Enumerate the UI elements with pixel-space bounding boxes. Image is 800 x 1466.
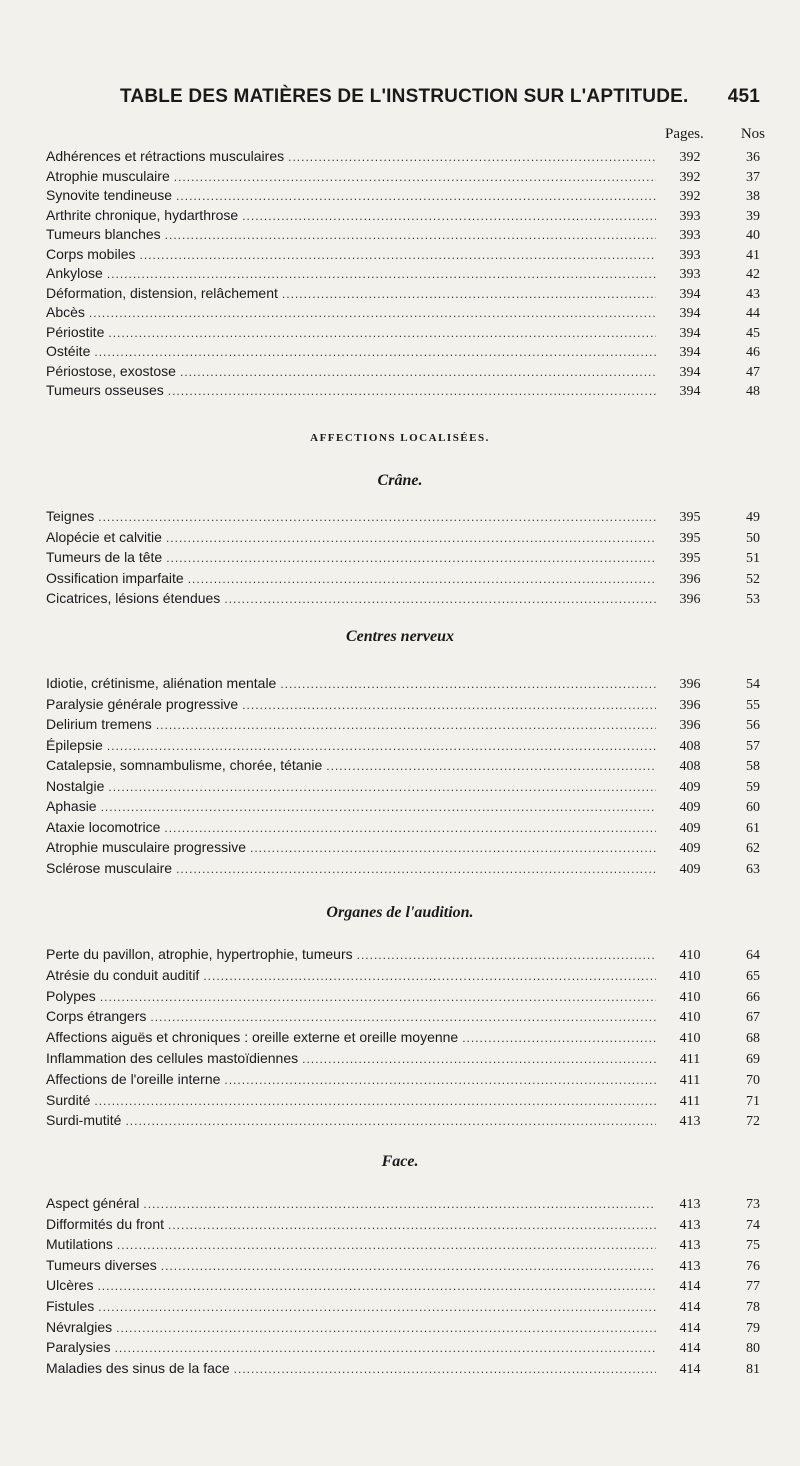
- entry-number: 50: [746, 530, 760, 546]
- dot-leader: [156, 718, 656, 732]
- toc-entry: [46, 363, 766, 383]
- toc-entry: [46, 757, 766, 778]
- toc-entry: [46, 508, 766, 529]
- dot-leader: [462, 1031, 656, 1045]
- entry-number: 39: [746, 208, 760, 224]
- entry-number: 78: [746, 1299, 760, 1315]
- entry-title: Affections aiguës et chroniques : oreille externe et oreille moyenne: [46, 1029, 459, 1046]
- dot-leader: [176, 862, 656, 876]
- entry-title: Ataxie locomotrice: [46, 818, 161, 835]
- entry-page: 393: [679, 208, 701, 224]
- dot-leader: [165, 228, 656, 242]
- entry-page: 413: [679, 1114, 701, 1130]
- toc-entry: [46, 304, 766, 324]
- entry-page: 410: [679, 1010, 701, 1026]
- entry-title: Sclérose musculaire: [46, 859, 173, 876]
- entry-title: Ankylose: [46, 265, 103, 281]
- toc-group-general: [46, 148, 766, 402]
- toc-entry: [46, 1195, 766, 1216]
- section-title-face: Face.: [381, 1153, 419, 1170]
- entry-number: 44: [746, 306, 760, 321]
- toc-entry: [46, 1298, 766, 1319]
- entry-page: 396: [679, 697, 701, 713]
- entry-page: 393: [679, 267, 701, 282]
- toc-entry: [46, 148, 766, 168]
- entry-number: 36: [746, 150, 760, 165]
- toc-entry: [46, 549, 766, 570]
- toc-entry: [46, 265, 766, 285]
- dot-leader: [282, 287, 656, 301]
- entry-number: 53: [746, 592, 760, 607]
- dot-leader: [166, 551, 656, 565]
- entry-page: 413: [679, 1258, 701, 1274]
- toc-group-crane: [46, 508, 766, 611]
- entry-number: 57: [746, 738, 760, 754]
- entry-number: 58: [746, 759, 760, 774]
- entry-page: 394: [679, 286, 701, 302]
- entry-number: 43: [746, 286, 760, 302]
- section-title-audition: Organes de l'audition.: [326, 904, 474, 921]
- dot-leader: [224, 1073, 656, 1087]
- dot-leader: [150, 1010, 656, 1024]
- entry-title: Idiotie, crétinisme, aliénation mentale: [46, 675, 277, 691]
- entry-title: Inflammation des cellules mastoïdiennes: [46, 1049, 299, 1066]
- entry-page: 408: [679, 738, 701, 754]
- toc-entry: [46, 1029, 766, 1050]
- toc-entry: [46, 1050, 766, 1071]
- entry-title: Adhérences et rétractions musculaires: [46, 148, 285, 164]
- entry-number: 51: [746, 551, 760, 566]
- entry-number: 55: [746, 697, 760, 713]
- entry-number: 67: [746, 1010, 760, 1026]
- entry-number: 59: [746, 779, 760, 795]
- toc-entry: [46, 798, 766, 819]
- entry-number: 48: [746, 384, 760, 399]
- dot-leader: [97, 1279, 656, 1293]
- entry-page: 409: [679, 800, 701, 815]
- entry-page: 394: [679, 364, 701, 380]
- toc-entry: [46, 1360, 766, 1381]
- toc-entry: [46, 343, 766, 363]
- section-title-centres-nerveux: Centres nerveux: [346, 628, 454, 645]
- entry-number: 75: [746, 1238, 760, 1254]
- dot-leader: [143, 1197, 656, 1211]
- dot-leader: [116, 1321, 656, 1335]
- entry-number: 80: [746, 1341, 760, 1357]
- entry-number: 60: [746, 800, 760, 815]
- entry-title: Paralysie générale progressive: [46, 695, 239, 712]
- entry-title: Névralgies: [46, 1318, 113, 1335]
- entry-number: 76: [746, 1258, 760, 1274]
- pages-column-header: Pages.: [665, 126, 704, 142]
- entry-page: 413: [679, 1238, 701, 1254]
- entry-title: Aspect général: [46, 1195, 140, 1211]
- entry-title: Alopécie et calvitie: [46, 528, 162, 545]
- entry-title: Fistules: [46, 1297, 95, 1314]
- toc-entry: [46, 246, 766, 266]
- entry-page: 396: [679, 571, 701, 587]
- entry-number: 69: [746, 1051, 760, 1067]
- dot-leader: [168, 1218, 656, 1232]
- entry-title: Aphasie: [46, 798, 97, 814]
- toc-entry: [46, 207, 766, 227]
- entry-page: 410: [679, 989, 701, 1005]
- dot-leader: [115, 1341, 656, 1355]
- entry-page: 414: [679, 1279, 701, 1295]
- dot-leader: [357, 948, 656, 962]
- dot-leader: [125, 1114, 656, 1128]
- dot-leader: [242, 209, 656, 223]
- entry-page: 395: [679, 551, 701, 566]
- entry-page: 395: [679, 530, 701, 546]
- entry-page: 393: [679, 228, 701, 243]
- toc-entry: [46, 1277, 766, 1298]
- entry-page: 396: [679, 592, 701, 607]
- page-number: 451: [727, 86, 760, 107]
- dot-leader: [161, 1259, 656, 1273]
- dot-leader: [98, 510, 656, 524]
- toc-entry: [46, 988, 766, 1009]
- toc-entry: [46, 716, 766, 737]
- toc-entry: [46, 1112, 766, 1133]
- entry-title: Difformités du front: [46, 1215, 165, 1232]
- entry-title: Périostite: [46, 323, 105, 340]
- entry-number: 54: [746, 677, 760, 692]
- entry-page: 394: [679, 384, 701, 399]
- entry-title: Maladies des sinus de la face: [46, 1359, 230, 1376]
- entry-number: 46: [746, 345, 760, 360]
- toc-entry: [46, 1236, 766, 1257]
- toc-group-centres-nerveux: [46, 675, 766, 880]
- dot-leader: [101, 800, 656, 814]
- entry-title: Déformation, distension, relâchement: [46, 284, 278, 301]
- entry-title: Teignes: [46, 508, 95, 524]
- entry-page: 411: [679, 1072, 701, 1088]
- dot-leader: [107, 739, 656, 753]
- toc-entry: [46, 778, 766, 799]
- dot-leader: [174, 170, 656, 184]
- entry-page: 409: [679, 861, 701, 877]
- dot-leader: [288, 150, 656, 164]
- entry-number: 64: [746, 948, 760, 963]
- entry-number: 66: [746, 989, 760, 1005]
- dot-leader: [94, 1094, 656, 1108]
- toc-entry: [46, 382, 766, 402]
- entry-number: 70: [746, 1072, 760, 1088]
- entry-page: 395: [679, 510, 701, 525]
- entry-number: 81: [746, 1361, 760, 1377]
- dot-leader: [302, 1052, 656, 1066]
- dot-leader: [168, 384, 656, 398]
- entry-page: 393: [679, 247, 701, 263]
- entry-number: 45: [746, 325, 760, 341]
- entry-page: 414: [679, 1299, 701, 1315]
- entry-title: Abcès: [46, 304, 85, 320]
- entry-number: 63: [746, 861, 760, 877]
- entry-title: Corps étrangers: [46, 1008, 147, 1025]
- entry-page: 394: [679, 345, 701, 360]
- toc-group-audition: [46, 946, 766, 1133]
- dot-leader: [203, 969, 656, 983]
- entry-title: Synovite tendineuse: [46, 187, 173, 203]
- toc-group-face: [46, 1195, 766, 1380]
- entry-title: Paralysies: [46, 1339, 111, 1356]
- toc-entry: [46, 737, 766, 758]
- toc-entry: [46, 1071, 766, 1092]
- entry-page: 410: [679, 948, 701, 963]
- entry-title: Atrésie du conduit auditif: [46, 966, 200, 983]
- dot-leader: [188, 572, 656, 586]
- entry-title: Périostose, exostose: [46, 362, 176, 379]
- entry-page: 413: [679, 1217, 701, 1233]
- entry-page: 409: [679, 841, 701, 856]
- dot-leader: [89, 306, 656, 320]
- section-title-crane: Crâne.: [377, 472, 423, 489]
- dot-leader: [176, 189, 656, 203]
- dot-leader: [117, 1238, 656, 1252]
- entry-title: Affections de l'oreille interne: [46, 1070, 221, 1087]
- entry-title: Ossification imparfaite: [46, 569, 184, 586]
- entry-page: 413: [679, 1197, 701, 1212]
- toc-entry: [46, 324, 766, 344]
- numbers-column-header: Nos: [740, 126, 765, 142]
- toc-entry: [46, 1008, 766, 1029]
- dot-leader: [108, 780, 656, 794]
- dot-leader: [107, 267, 656, 281]
- dot-leader: [98, 1300, 656, 1314]
- entry-page: 392: [679, 169, 701, 185]
- toc-entry: [46, 819, 766, 840]
- dot-leader: [326, 759, 656, 773]
- entry-page: 394: [679, 306, 701, 321]
- entry-page: 392: [679, 189, 701, 204]
- entry-title: Ostéite: [46, 343, 91, 359]
- entry-number: 77: [746, 1279, 760, 1295]
- entry-title: Mutilations: [46, 1236, 113, 1253]
- toc-entry: [46, 860, 766, 881]
- header-title: TABLE DES MATIÈRES DE L'INSTRUCTION SUR L'APTITUDE.: [120, 86, 689, 107]
- dot-leader: [280, 677, 656, 691]
- entry-title: Tumeurs de la tête: [46, 549, 163, 565]
- dot-leader: [242, 698, 656, 712]
- entry-number: 47: [746, 364, 760, 380]
- entry-title: Delirium tremens: [46, 716, 152, 732]
- entry-number: 79: [746, 1320, 760, 1336]
- entry-number: 42: [746, 267, 760, 282]
- dot-leader: [250, 841, 656, 855]
- entry-page: 409: [679, 820, 701, 836]
- entry-title: Surdi-mutité: [46, 1112, 122, 1129]
- toc-entry: [46, 1339, 766, 1360]
- toc-entry: [46, 946, 766, 967]
- entry-title: Polypes: [46, 987, 96, 1004]
- entry-title: Atrophie musculaire: [46, 167, 170, 184]
- entry-number: 72: [746, 1114, 760, 1130]
- entry-title: Tumeurs osseuses: [46, 382, 164, 398]
- dot-leader: [164, 821, 656, 835]
- toc-entry: [46, 168, 766, 188]
- entry-page: 411: [679, 1051, 701, 1067]
- toc-entry: [46, 1257, 766, 1278]
- entry-number: 37: [746, 169, 760, 185]
- entry-title: Surdité: [46, 1091, 91, 1108]
- entry-page: 411: [679, 1093, 701, 1109]
- column-headers: [665, 126, 765, 143]
- toc-entry: [46, 187, 766, 207]
- entry-number: 73: [746, 1197, 760, 1212]
- entry-title: Perte du pavillon, atrophie, hypertrophie, tumeurs: [46, 946, 353, 962]
- entry-page: 414: [679, 1361, 701, 1377]
- entry-page: 410: [679, 968, 701, 984]
- entry-page: 396: [679, 677, 701, 692]
- toc-entry: [46, 590, 766, 611]
- entry-page: 410: [679, 1031, 701, 1047]
- entry-page: 394: [679, 325, 701, 341]
- entry-title: Arthrite chronique, hydarthrose: [46, 206, 239, 223]
- toc-entry: [46, 1216, 766, 1237]
- entry-title: Catalepsie, somnambulisme, chorée, tétanie: [46, 757, 323, 773]
- toc-entry: [46, 1092, 766, 1113]
- dot-leader: [94, 345, 656, 359]
- entry-title: Nostalgie: [46, 777, 105, 794]
- entry-page: 396: [679, 718, 701, 733]
- entry-number: 41: [746, 247, 760, 263]
- entry-title: Corps mobiles: [46, 245, 136, 262]
- entry-page: 408: [679, 759, 701, 774]
- dot-leader: [108, 326, 656, 340]
- dot-leader: [100, 990, 656, 1004]
- dot-leader: [139, 248, 656, 262]
- entry-title: Tumeurs diverses: [46, 1256, 157, 1273]
- toc-entry: [46, 570, 766, 591]
- entry-number: 49: [746, 510, 760, 525]
- entry-number: 52: [746, 571, 760, 587]
- entry-number: 40: [746, 228, 760, 243]
- entry-page: 414: [679, 1341, 701, 1357]
- entry-page: 414: [679, 1320, 701, 1336]
- toc-entry: [46, 226, 766, 246]
- entry-title: Atrophie musculaire progressive: [46, 839, 246, 855]
- entry-number: 71: [746, 1093, 760, 1109]
- entry-number: 74: [746, 1217, 760, 1233]
- entry-page: 409: [679, 779, 701, 795]
- running-header: [120, 86, 760, 108]
- toc-entry: [46, 967, 766, 988]
- entry-number: 56: [746, 718, 760, 733]
- dot-leader: [224, 592, 656, 606]
- toc-entry: [46, 839, 766, 860]
- entry-title: Ulcères: [46, 1277, 94, 1294]
- entry-title: Épilepsie: [46, 736, 103, 753]
- entry-number: 61: [746, 820, 760, 836]
- toc-entry: [46, 285, 766, 305]
- toc-entry: [46, 529, 766, 550]
- entry-title: Cicatrices, lésions étendues: [46, 590, 221, 606]
- dot-leader: [180, 365, 656, 379]
- entry-number: 62: [746, 841, 760, 856]
- dot-leader: [234, 1362, 656, 1376]
- dot-leader: [166, 531, 656, 545]
- entry-title: Tumeurs blanches: [46, 226, 161, 242]
- toc-entry: [46, 696, 766, 717]
- toc-entry: [46, 675, 766, 696]
- entry-page: 392: [679, 150, 701, 165]
- entry-number: 38: [746, 189, 760, 204]
- entry-number: 65: [746, 968, 760, 984]
- affections-heading: AFFECTIONS LOCALISÉES.: [310, 432, 490, 444]
- toc-entry: [46, 1319, 766, 1340]
- entry-number: 68: [746, 1031, 760, 1047]
